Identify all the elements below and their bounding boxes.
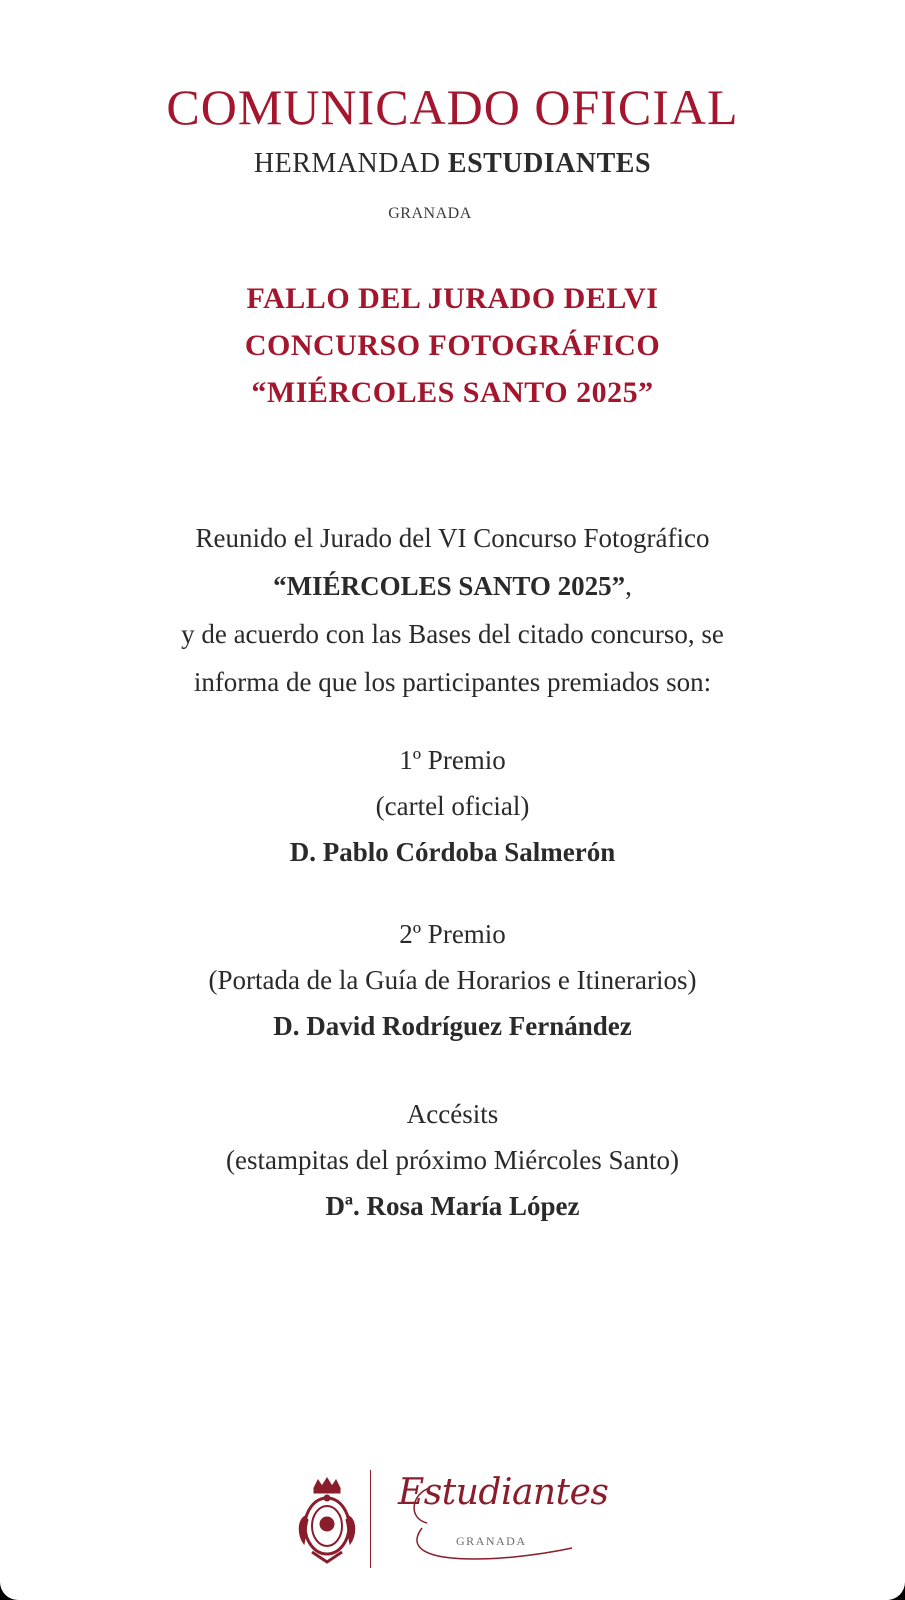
brand-prefix: HERMANDAD (253, 148, 441, 179)
coat-of-arms-icon (292, 1476, 362, 1566)
headline-line-3: “MIÉRCOLES SANTO 2025” (251, 376, 654, 409)
logo-divider (370, 1470, 371, 1568)
headline (0, 275, 905, 416)
prize-first (0, 737, 905, 875)
prize-label: 2º Premio (399, 919, 506, 949)
prize-winner: Dª. Rosa María López (325, 1191, 580, 1221)
intro-line-1: Reunido el Jurado del VI Concurso Fotográfico (195, 523, 710, 553)
prize-detail: (cartel oficial) (375, 791, 530, 821)
brand-bold: ESTUDIANTES (447, 148, 652, 179)
script-logo-city: GRANADA (456, 1534, 527, 1548)
prize-winner: D. Pablo Córdoba Salmerón (289, 837, 616, 867)
prize-label: 1º Premio (399, 745, 506, 775)
intro-line-3: y de acuerdo con las Bases del citado concurso, se (181, 619, 724, 649)
headline-line-2: CONCURSO FOTOGRÁFICO (244, 329, 661, 362)
intro-comma: , (625, 571, 632, 601)
brotherhood-name (0, 148, 905, 180)
footer-logo (290, 1470, 609, 1570)
contest-name: “MIÉRCOLES SANTO 2025” (273, 571, 626, 601)
page-title: COMUNICADO OFICIAL (166, 79, 739, 135)
prize-winner: D. David Rodríguez Fernández (273, 1011, 632, 1041)
headline-line-1: FALLO DEL JURADO DELVI (246, 282, 659, 315)
prize-second (0, 911, 905, 1049)
prize-detail: (Portada de la Guía de Horarios e Itinerarios) (208, 965, 697, 995)
intro-line-4: informa de que los participantes premiados son: (193, 667, 712, 697)
prize-detail: (estampitas del próximo Miércoles Santo) (226, 1145, 679, 1175)
prize-accesits (0, 1091, 905, 1229)
intro-line-2 (0, 562, 905, 610)
prize-label: Accésits (406, 1099, 499, 1129)
city-label: GRANADA (388, 205, 472, 222)
script-logo-text: Estudiantes (398, 1472, 609, 1513)
intro-paragraph (0, 514, 905, 706)
